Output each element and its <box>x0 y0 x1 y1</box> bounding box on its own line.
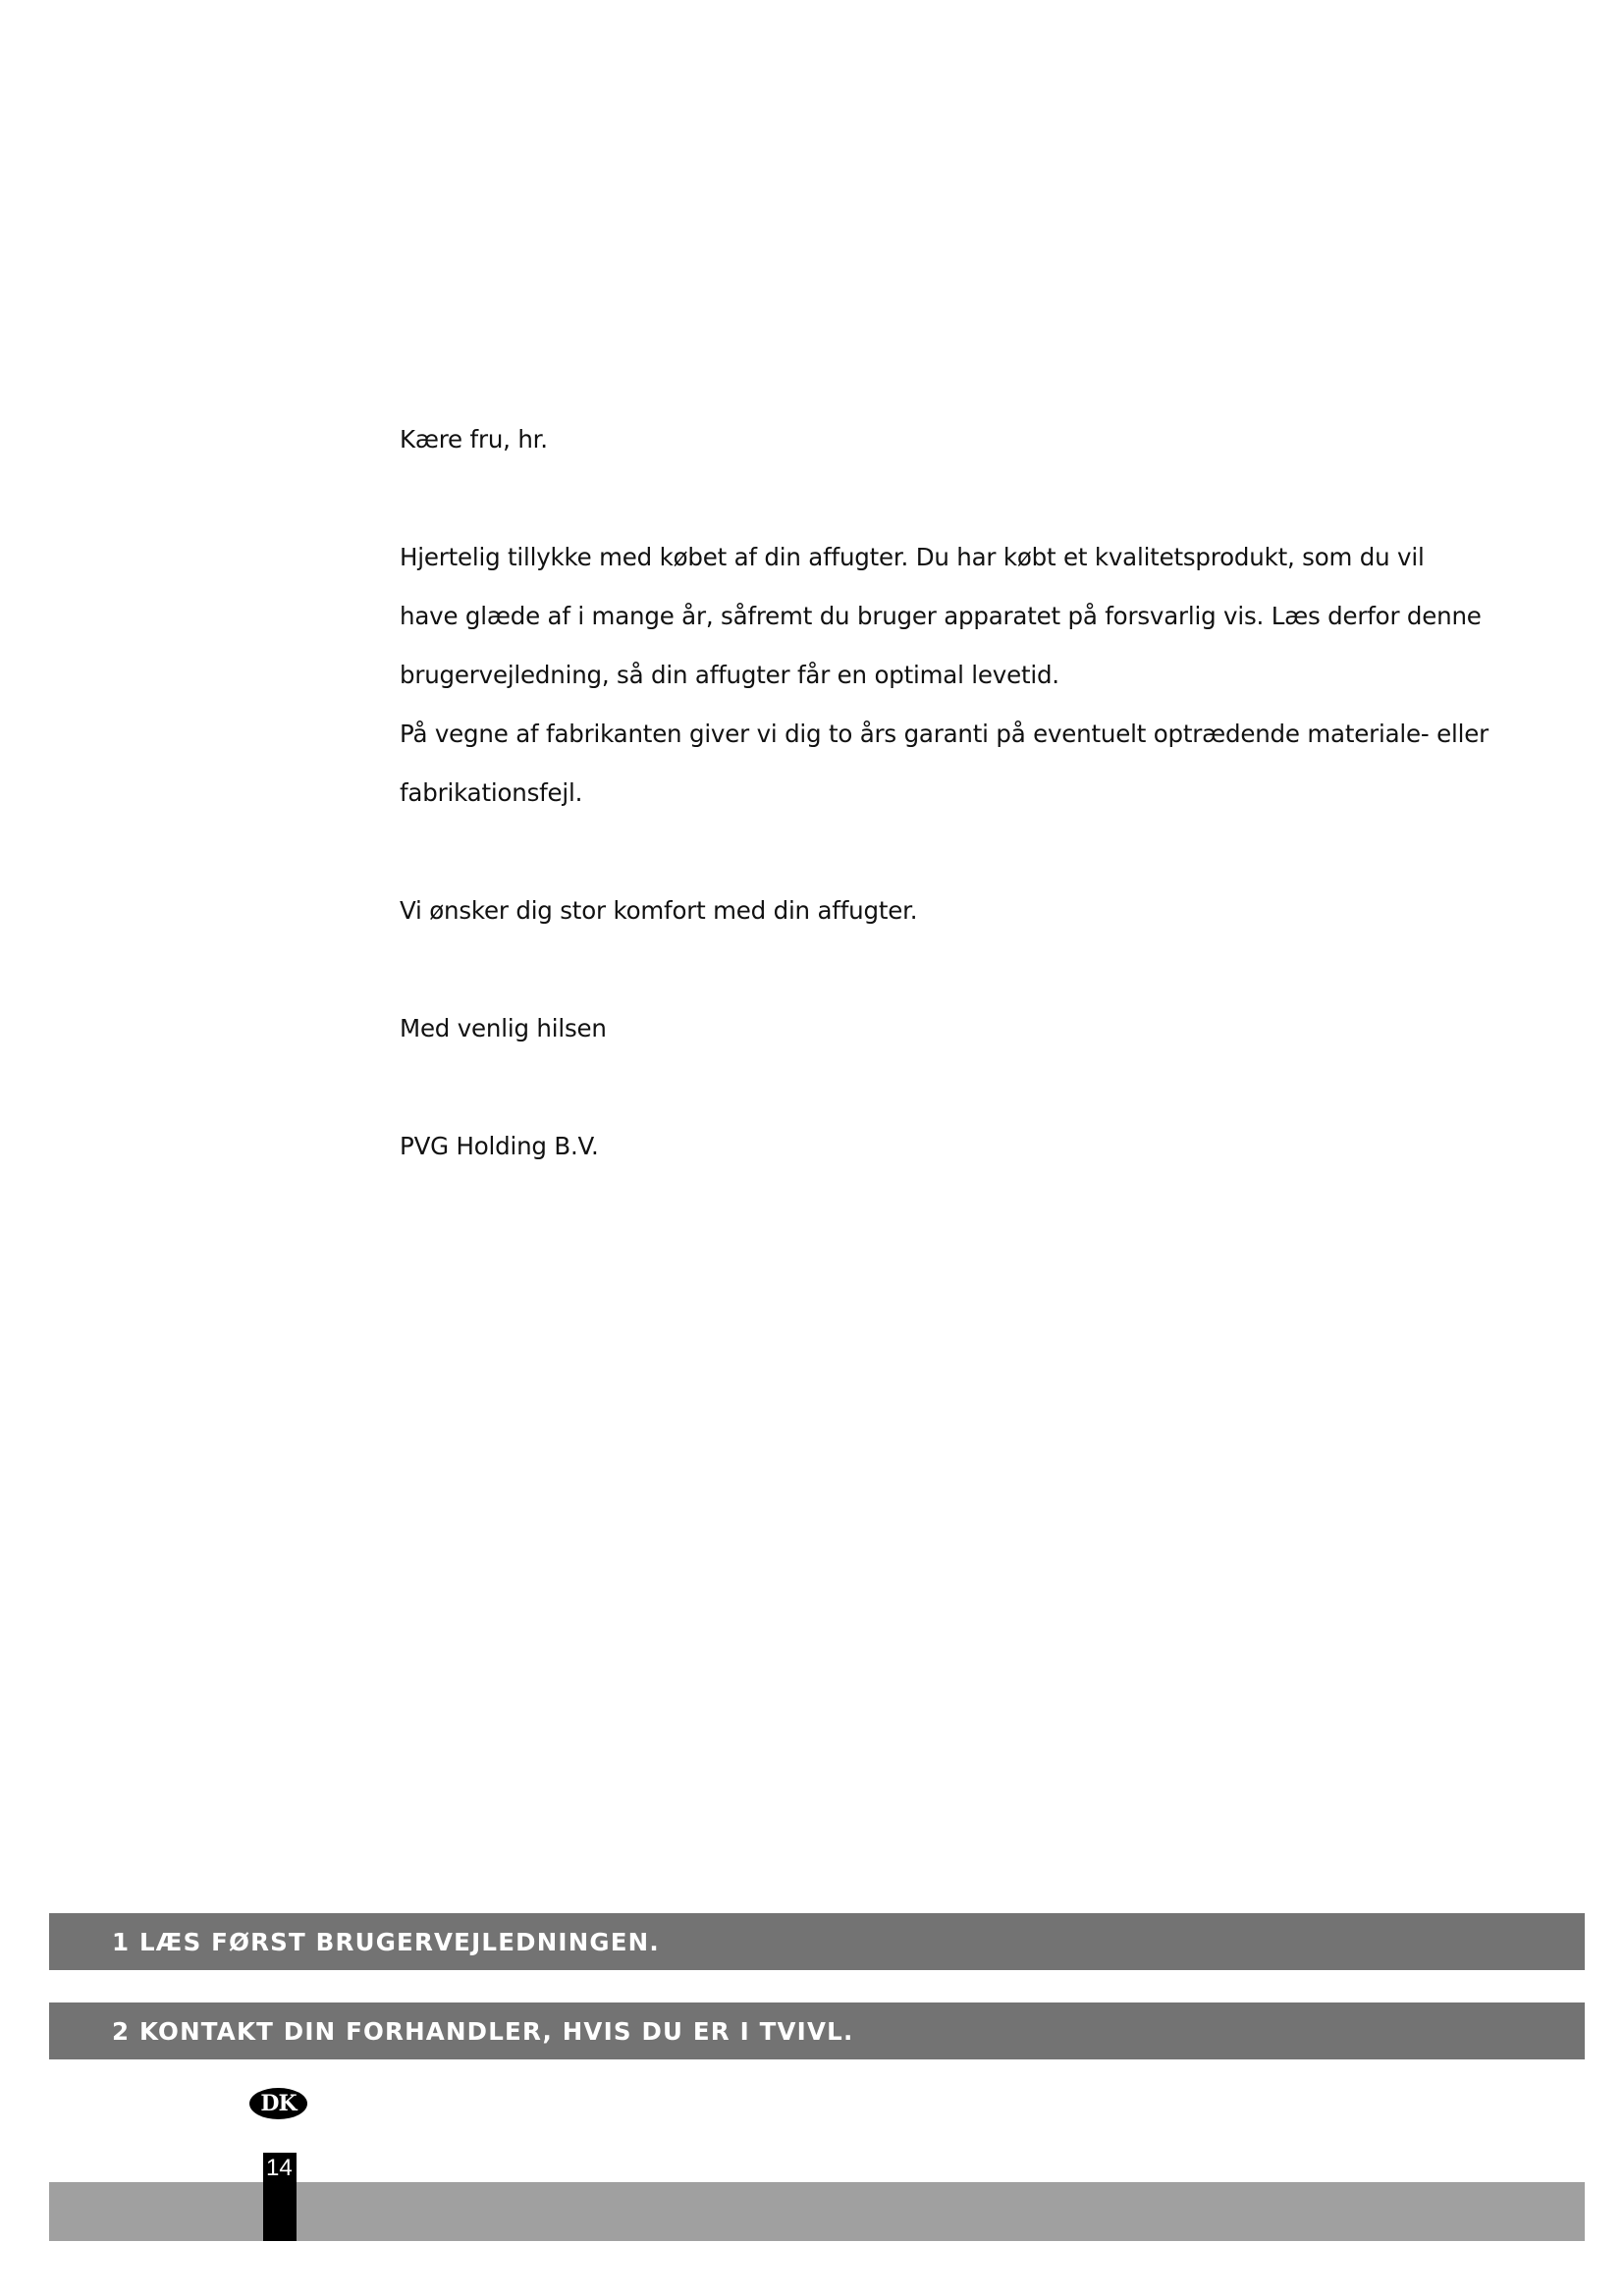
letter-line-5: fabrikationsfejl. <box>400 778 583 807</box>
instruction-text: 2 KONTAKT DIN FORHANDLER, HVIS DU ER I TVIVL. <box>112 2016 854 2046</box>
paragraph-spacer <box>400 469 1509 528</box>
page-number: 14 <box>266 2155 293 2181</box>
letter-signature: PVG Holding B.V. <box>400 1132 599 1160</box>
letter-salutation: Kære fru, hr. <box>400 425 548 454</box>
instruction-bar-read-manual <box>49 1913 1585 1970</box>
paragraph-spacer <box>400 1058 1509 1117</box>
instruction-bar-contact-dealer <box>49 2002 1585 2059</box>
letter-line-3: brugervejledning, så din affugter får en optimal levetid. <box>400 661 1059 689</box>
letter-line-4: På vegne af fabrikanten giver vi dig to års garanti på eventuelt optrædende materiale- eller <box>400 720 1489 748</box>
letter-closing: Med venlig hilsen <box>400 1014 607 1042</box>
language-code: DK <box>260 2091 297 2116</box>
letter-line-1: Hjertelig tillykke med købet af din affugter. Du har købt et kvalitetsprodukt, som du vil <box>400 543 1425 571</box>
letter-wish: Vi ønsker dig stor komfort med din affugter. <box>400 896 918 925</box>
paragraph-spacer <box>400 940 1509 999</box>
paragraph-spacer <box>400 823 1509 881</box>
language-badge <box>249 2088 307 2119</box>
letter-line-2: have glæde af i mange år, såfremt du bruger apparatet på forsvarlig vis. Læs derfor denne <box>400 602 1482 630</box>
instruction-text: 1 LÆS FØRST BRUGERVEJLEDNINGEN. <box>112 1927 660 1956</box>
letter-body <box>400 410 1509 1176</box>
